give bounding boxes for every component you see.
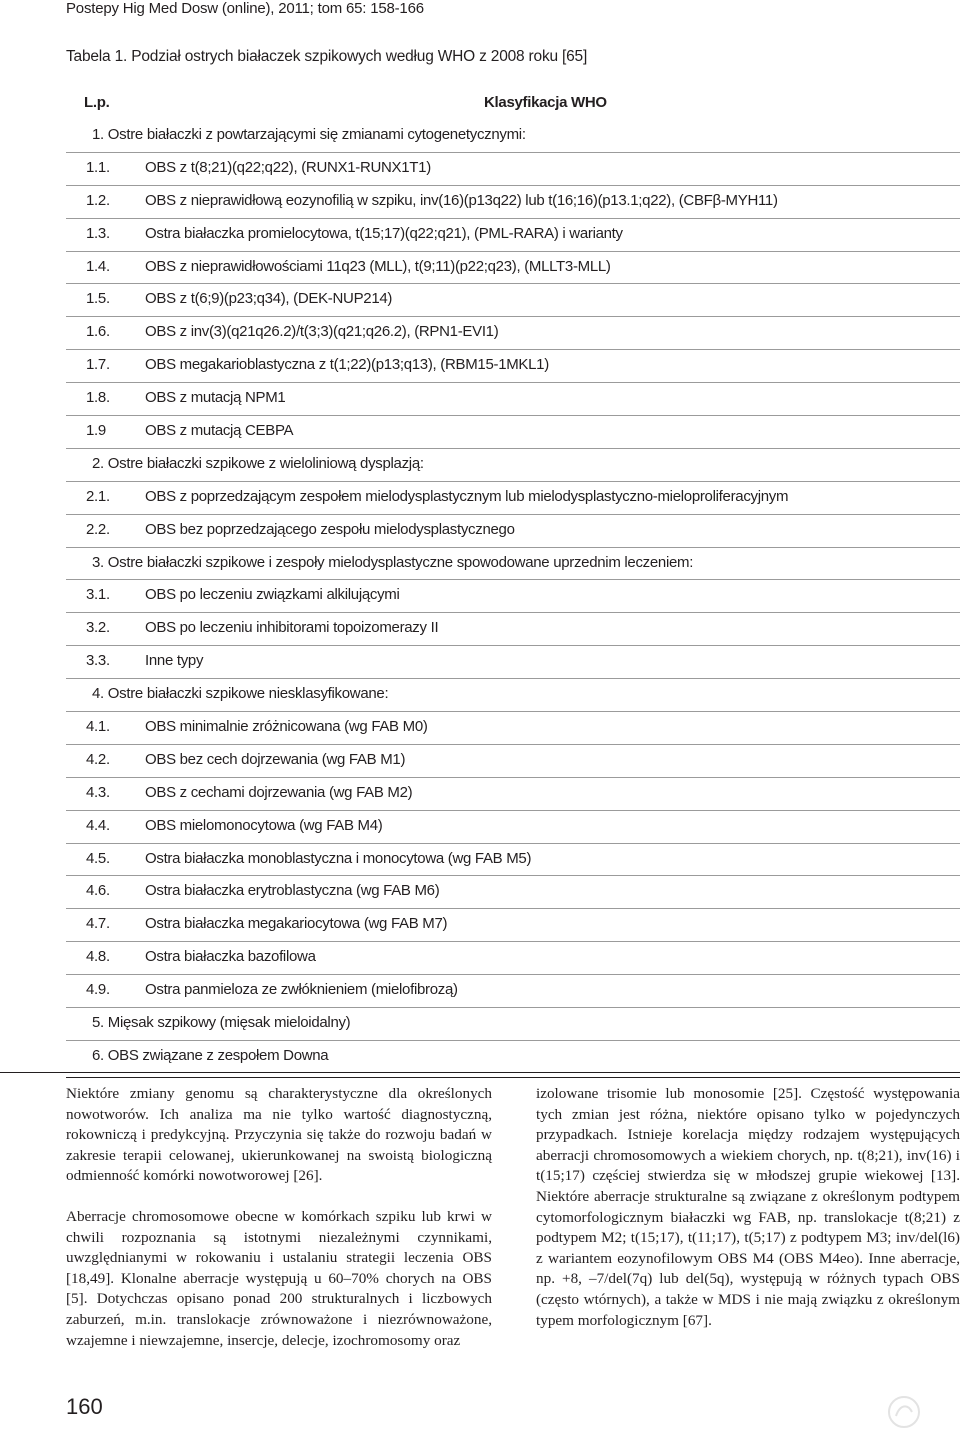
table-row: [66, 908, 960, 941]
row-text: OBS z cechami dojrzewania (wg FAB M2): [145, 783, 413, 801]
row-number: 1.1.: [86, 158, 110, 176]
table-row: [66, 382, 960, 415]
table-row: [66, 316, 960, 349]
row-number: 4.7.: [86, 915, 110, 933]
body-column-left: [66, 1084, 492, 1351]
table-row: [66, 612, 960, 645]
table-row: [66, 875, 960, 908]
row-text: OBS z mutacją NPM1: [145, 389, 286, 407]
row-text: OBS minimalnie zróżnicowana (wg FAB M0): [145, 718, 428, 736]
table-body: [66, 120, 960, 1077]
row-text: Ostra białaczka megakariocytowa (wg FAB M7): [145, 915, 448, 933]
row-text: OBS megakarioblastyczna z t(1;22)(p13;q13), (RBM15-1MKL1): [145, 356, 549, 374]
row-text: OBS z poprzedzającym zespołem mielodysplastycznym lub mielodysplastyczno-mieloproliferacyjnym: [145, 487, 789, 505]
row-text: OBS bez poprzedzającego zespołu mielodysplastycznego: [145, 520, 515, 538]
paragraph: izolowane trisomie lub monosomie [25]. Częstość występowania tych zmian jest różna, niektóre opisano tylko w pojedynczych przypadkach. Istnieje korelacja między rodzajem występujących aberracji chromosomowych a wiekiem chorych, np. t(8;21), inv(16) i t(15;17) częściej stwierdza się w młodszej grupie wiekowej [13]. Niektóre aberracje strukturalne są związane z określonym podtypem cytomorfologicznym białaczki wg FAB, np. translokacje t(8;21) z podtypem M2; t(15;17), t(11;17), t(5;17) z podtypem M3; inv/del(l6) z wariantem eozynofilowym OBS M4 (OBS M4eo). Inne aberracje, np. +8, –7/del(7q) lub del(5q), występują w różnych typach OBS (często wtórnych), a także w MDS i nie mają związku z określonym typem morfologicznym [67].: [536, 1085, 960, 1329]
table-row: [66, 218, 960, 251]
section-heading: 1. Ostre białaczki z powtarzającymi się zmianami cytogenetycznymi:: [92, 126, 526, 143]
row-number: 3.3.: [86, 652, 110, 670]
row-number: 1.5.: [86, 290, 110, 308]
row-text: OBS bez cech dojrzewania (wg FAB M1): [145, 750, 406, 768]
row-number: 4.4.: [86, 816, 110, 834]
row-text: OBS mielomonocytowa (wg FAB M4): [145, 816, 383, 834]
row-text: Ostra panmieloza ze zwłóknieniem (mielofibrozą): [145, 981, 458, 999]
section-heading: 3. Ostre białaczki szpikowe i zespoły mielodysplastyczne spowodowane uprzednim leczeniem:: [92, 553, 694, 571]
row-number: 4.3.: [86, 783, 110, 801]
row-text: Ostra białaczka bazofilowa: [145, 948, 316, 966]
section-heading: 5. Mięsak szpikowy (mięsak mieloidalny): [92, 1014, 351, 1032]
row-text: OBS z nieprawidłowościami 11q23 (MLL), t(9;11)(p22;q23), (MLLT3-MLL): [145, 257, 611, 275]
row-number: 1.3.: [86, 224, 110, 242]
row-number: 1.2.: [86, 191, 110, 209]
row-number: 4.1.: [86, 718, 110, 736]
section-divider: [0, 1072, 960, 1073]
page-number: 160: [66, 1394, 103, 1419]
table-row: [66, 645, 960, 678]
row-text: OBS po leczeniu inhibitorami topoizomerazy II: [145, 619, 439, 637]
row-number: 3.1.: [86, 586, 110, 604]
table-row: [66, 152, 960, 185]
table-header: [66, 88, 960, 120]
row-text: OBS z t(8;21)(q22;q22), (RUNX1-RUNX1T1): [145, 158, 431, 176]
column-header-lp: L.p.: [84, 94, 110, 111]
body-column-right: [536, 1084, 960, 1331]
table-row: [66, 711, 960, 744]
table-row: [66, 941, 960, 974]
table-row: [66, 744, 960, 777]
paragraph: Niektóre zmiany genomu są charakterystyczne dla określonych nowotworów. Ich analiza ma nie tylko wartość diagnostyczną, rokowniczą i predykcyjną. Przyczynia się także do rozwoju badań w zakresie terapii celowanej, ukierunkowanej na swoistą biologiczną odmienność komórki nowotworowej [26].: [66, 1085, 492, 1185]
row-text: OBS z mutacją CEBPA: [145, 422, 294, 440]
table-row: [66, 1007, 960, 1040]
row-number: 4.5.: [86, 849, 110, 867]
table-row: [66, 415, 960, 448]
table-row: [66, 481, 960, 514]
row-number: 4.8.: [86, 948, 110, 966]
row-text: OBS z inv(3)(q21q26.2)/t(3;3)(q21;q26.2), (RPN1-EVI1): [145, 323, 499, 341]
table-row: [66, 678, 960, 711]
row-text: OBS z nieprawidłową eozynofilią w szpiku, inv(16)(p13q22) lub t(16;16)(p13.1;q22), (CBFβ-MYH11): [145, 191, 778, 209]
running-head: Postepy Hig Med Dosw (online), 2011; tom 65: 158-166: [66, 0, 424, 17]
publisher-logo-icon: [886, 1394, 922, 1430]
who-classification-table: [66, 88, 960, 1078]
row-number: 1.9: [86, 422, 106, 440]
row-text: Inne typy: [145, 652, 204, 670]
paragraph: Aberracje chromosomowe obecne w komórkach szpiku lub krwi w chwili rozpoznania są istotnymi niezależnymi czynnikami, uwzględnianymi w rokowaniu i ustalaniu strategii leczenia OBS [18,49]. Klonalne aberracje występują u 60–70% chorych na OBS [5]. Dotychczas opisano ponad 200 strukturalnych i liczbowych zaburzeń, m.in. translokacje zrównoważone i niezrównoważone, wzajemne i niewzajemne, insercje, delecje, izochromosomy oraz: [66, 1207, 492, 1349]
table-row: [66, 185, 960, 218]
row-number: 4.6.: [86, 882, 110, 900]
row-text: Ostra białaczka erytroblastyczna (wg FAB M6): [145, 882, 440, 900]
table-caption: Tabela 1. Podział ostrych białaczek szpikowych według WHO z 2008 roku [65]: [66, 48, 588, 65]
row-text: OBS z t(6;9)(p23;q34), (DEK-NUP214): [145, 290, 393, 308]
section-heading: 2. Ostre białaczki szpikowe z wieloliniową dysplazją:: [92, 454, 424, 472]
table-row: [66, 349, 960, 382]
table-row: [66, 251, 960, 284]
column-header-who: Klasyfikacja WHO: [484, 94, 607, 111]
table-row: [66, 448, 960, 481]
row-number: 4.2.: [86, 750, 110, 768]
section-heading: 6. OBS związane z zespołem Downa: [92, 1046, 329, 1064]
table-row: [66, 810, 960, 843]
table-row: [66, 120, 960, 152]
table-row: [66, 777, 960, 810]
row-text: Ostra białaczka monoblastyczna i monocytowa (wg FAB M5): [145, 849, 532, 867]
row-number: 1.6.: [86, 323, 110, 341]
table-row: [66, 579, 960, 612]
row-number: 3.2.: [86, 619, 110, 637]
row-number: 1.7.: [86, 356, 110, 374]
row-text: Ostra białaczka promielocytowa, t(15;17)(q22;q21), (PML-RARA) i warianty: [145, 224, 623, 242]
table-row: [66, 283, 960, 316]
row-number: 2.1.: [86, 487, 110, 505]
row-number: 1.4.: [86, 257, 110, 275]
row-text: OBS po leczeniu związkami alkilującymi: [145, 586, 400, 604]
table-row: [66, 843, 960, 876]
row-number: 4.9.: [86, 981, 110, 999]
section-heading: 4. Ostre białaczki szpikowe niesklasyfikowane:: [92, 685, 389, 703]
table-row: [66, 547, 960, 580]
row-number: 1.8.: [86, 389, 110, 407]
row-number: 2.2.: [86, 520, 110, 538]
table-row: [66, 974, 960, 1007]
table-row: [66, 514, 960, 547]
